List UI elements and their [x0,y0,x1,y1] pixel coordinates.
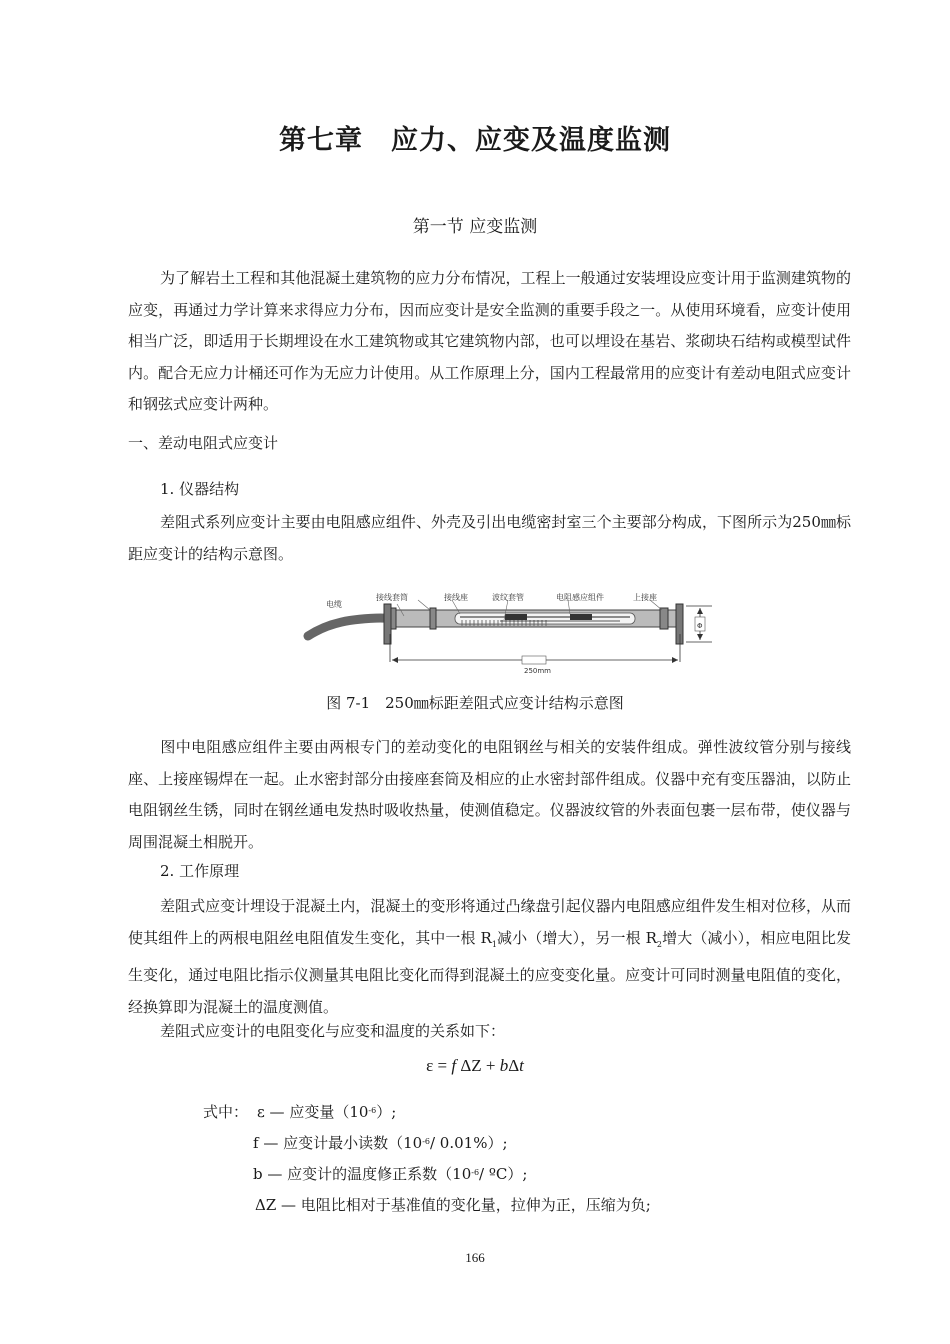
subheading-principle: 2. 工作原理 [160,862,240,880]
page-number: 166 [465,1250,485,1265]
description-paragraph: 图中电阻感应组件主要由两根专门的差动变化的电阻钢丝与相关的安装件组成。弹性波纹管分别与接线座、上接座锡焊在一起。止水密封部分由接座套筒及相应的止水密封部件组成。仪器中充有变压器油，以防止电阻钢丝生锈，同时在钢丝通电发热时吸收热量，使测值稳定。仪器波纹管的外表面包裹一层布带，使仪器与周围混凝土相脱开。 [128,738,851,851]
figure-caption: 图 7-1 250㎜标距差阻式应变计结构示意图 [326,694,624,712]
label-cable: 电缆 [326,600,342,609]
label-sleeve: 接线套筒 [376,593,408,602]
heading-differential-resistance: 一、差动电阻式应变计 [128,434,279,452]
definition-b: b — 应变计的温度修正系数（$10^{-6}/$ ºC）; [253,1165,528,1183]
label-length: 250mm [524,667,551,675]
definition-delta-z: ΔZ — 电阻比相对于基准值的变化量，拉伸为正，压缩为负; [255,1196,651,1214]
strain-formula: ε = f ΔZ + bΔt [426,1056,524,1075]
subheading-structure: 1. 仪器结构 [160,480,240,498]
structure-paragraph: 差阻式系列应变计主要由电阻感应组件、外壳及引出电缆密封室三个主要部分构成，下图所示为250㎜标距应变计的结构示意图。 [128,513,851,563]
label-bellows: 波纹套管 [492,593,524,602]
cable-shape [308,618,388,636]
section-title: 第一节 应变监测 [412,217,538,237]
strain-gauge-diagram [300,578,720,678]
intro-paragraph: 为了解岩土工程和其他混凝土建筑物的应力分布情况，工程上一般通过安装埋设应变计用于监测建筑物的应变，再通过力学计算来求得应力分布，因而应变计是安全监测的重要手段之一。从使用环境看，应变计使用相当广泛，即适用于长期埋设在水工建筑物或其它建筑物内部，也可以埋设在基岩、浆砌块石结构或模型试件内。配合无应力计桶还可作为无应力计使用。从工作原理上分，国内工程最常用的应变计有差动电阻式应变计和钢弦式应变计两种。 [128,269,851,413]
label-seat: 接线座 [444,593,468,602]
chapter-title: 第七章 应力、应变及温度监测 [279,125,671,156]
principle-paragraph: 差阻式应变计埋设于混凝土内，混凝土的变形将通过凸缘盘引起仪器内电阻感应组件发生相对位移，从而使其组件上的两根电阻丝电阻值发生变化，其中一根 $R_1$减小（增大），另一根 $R_2$增大（减小），相应电阻比发生变化，通过电阻比指示仪测量其电阻比变化而得到混凝土的应变变化量。应变计可同时测量电阻值的变化，经换算即为混凝土的温度测值。 [128,897,851,1016]
definition-f: f — 应变计最小读数（$10^{-6}/$ 0.01%）; [253,1134,508,1152]
label-diameter: Φ [697,622,703,630]
right-flange-shape [676,604,683,644]
relation-line: 差阻式应变计的电阻变化与应变和温度的关系如下： [160,1022,506,1040]
label-upper-seat: 上接座 [633,593,657,602]
definition-epsilon: ε — 应变量$(10^{-6})$; [257,1103,397,1121]
label-sensor: 电阻感应组件 [556,593,604,602]
definitions-prefix: 式中： [203,1103,249,1121]
